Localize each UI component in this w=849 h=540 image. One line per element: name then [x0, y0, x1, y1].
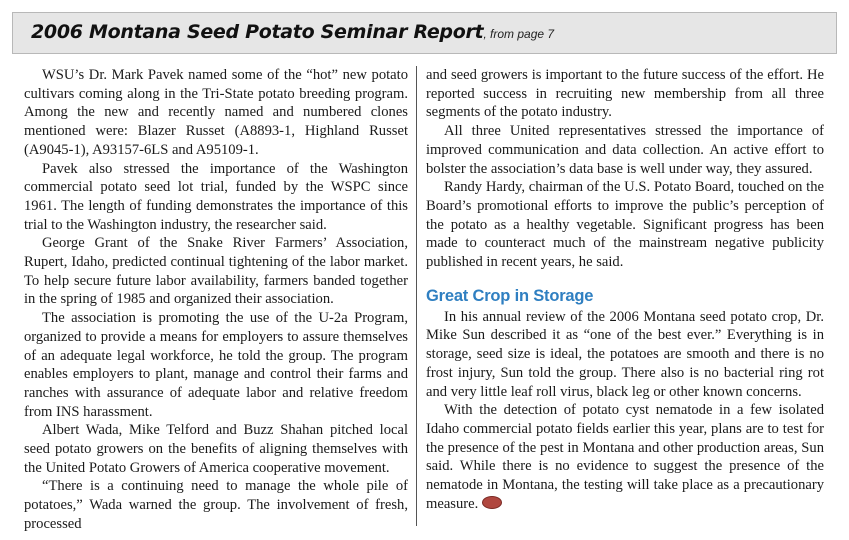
paragraph: Randy Hardy, chairman of the U.S. Potato Board, touched on the Board’s promotional efforts to improve the public’s perception of the potato as a healthy vegetable. Significant progress has been made to counteract much of the mainstream negative publicity published in recent years, he said. [426, 179, 824, 271]
paragraph-continuation: and seed growers is important to the future success of the effort. He reported success in recruiting new membership from all three segments of the potato industry. [426, 67, 824, 121]
paragraph: In his annual review of the 2006 Montana seed potato crop, Dr. Mike Sun described it as “one of the best ever.” Everything is in storage, seed size is ideal, the potatoes are smooth and there is no frost injury, Sun told the group. There also is no bacterial ring rot and very little leaf roll virus, black leg or other known concerns. [426, 308, 824, 400]
paragraph: “There is a continuing need to manage the whole pile of potatoes,” Wada warned the group. The involvement of fresh, processed [24, 478, 408, 532]
potato-end-mark-icon [482, 496, 502, 509]
paragraph: Pavek also stressed the importance of the Washington commercial potato seed lot trial, funded by the WSPC since 1961. The length of funding demonstrates the importance of this trial to the Washington industry, the researcher said. [24, 160, 408, 233]
page-subtitle: , from page 7 [483, 27, 555, 41]
column-divider [416, 66, 417, 526]
title-text: 2006 Montana Seed Potato Seminar Report [31, 21, 484, 43]
paragraph: All three United representatives stressed the importance of improved communication and data collection. An active effort to bolster the association’s data base is well under way, they assured. [426, 123, 824, 177]
left-column [24, 66, 408, 534]
section-heading: Great Crop in Storage [426, 286, 594, 305]
paragraph-final [426, 401, 824, 513]
paragraph: Albert Wada, Mike Telford and Buzz Shahan pitched local seed potato growers on the benefits of aligning themselves with the United Potato Growers of America cooperative movement. [24, 422, 408, 476]
paragraph: The association is promoting the use of the U-2a Program, organized to provide a means for employers to assure themselves of an adequate legal workforce, he told the group. The program enables employers to plant, manage and control their farms and ranches with assurance of adequate labor and relative freedom from INS harassment. [24, 310, 408, 420]
paragraph-text: With the detection of potato cyst nematode in a few isolated Idaho commercial potato fields earlier this year, plans are to test for the presence of the pest in Montana and other production areas, Sun said. While there is no evidence to suggest the presence of the nematode in Montana, the testing will take place as a precautionary measure. [426, 402, 824, 512]
right-column [426, 66, 824, 513]
paragraph: WSU’s Dr. Mark Pavek named some of the “hot” new potato cultivars coming along in the Tri-State potato breeding program. Among the new and recently named and numbered clones mentioned were: Blazer Russet (A8893-1, Highland Russet (A9045-1), A93157-6LS and A95109-1. [24, 67, 408, 158]
page-title [31, 21, 554, 43]
header-bar [12, 12, 837, 54]
paragraph: George Grant of the Snake River Farmers’ Association, Rupert, Idaho, predicted continual tightening of the labor market. To help secure future labor availability, farmers banded together in the spring of 1985 and organized their association. [24, 235, 408, 308]
